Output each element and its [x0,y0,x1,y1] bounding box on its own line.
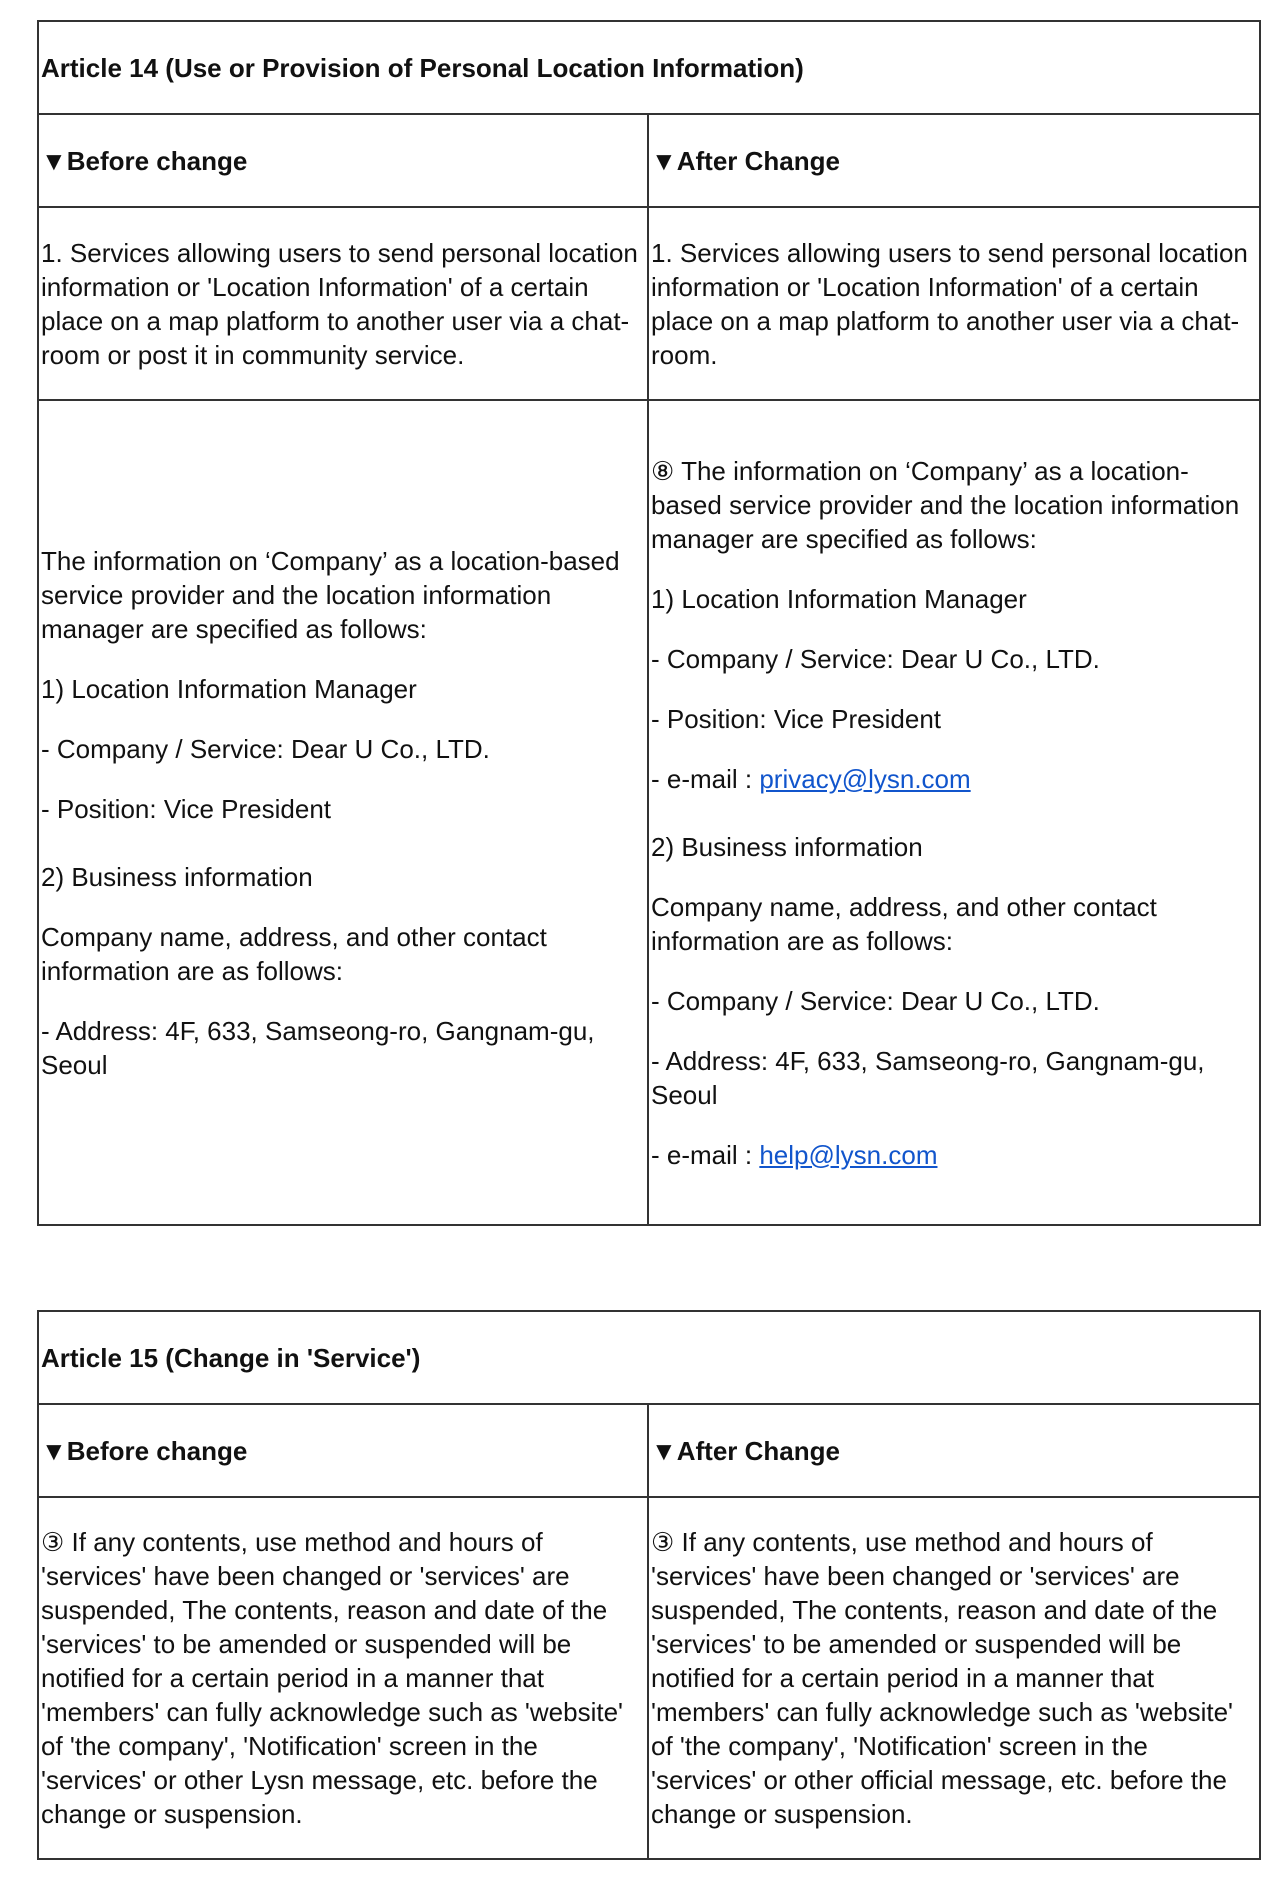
company-service: - Company / Service: Dear U Co., LTD. [651,643,1100,674]
before-change-header: ▼Before change [38,1404,648,1497]
article-15-table [37,1310,1261,1860]
article-15-row1-after: ③ If any contents, use method and hours of 'services' have been changed or 'services' are suspended, The contents, reason and date of the 'services' to be amended or suspended will be notified for a certain period in a manner that 'members' can fully acknowledge such as 'website' of 'the company', 'Notification' screen in the 'services' or other official message, etc. before the change or suspension. [648,1497,1260,1859]
provider-intro: The information on ‘Company’ as a location-based service provider and the location information manager are specified as follows: [41,545,620,644]
article-14-title: Article 14 (Use or Provision of Personal Location Information) [38,21,1260,114]
manager-heading: 1) Location Information Manager [651,583,1027,614]
company-service: - Company / Service: Dear U Co., LTD. [41,733,490,764]
business-heading: 2) Business information [41,861,313,892]
email-label: - e-mail : [651,763,760,794]
manager-heading: 1) Location Information Manager [41,673,417,704]
business-intro: Company name, address, and other contact information are as follows: [41,921,547,986]
provider-intro: ⑧ The information on ‘Company’ as a location-based service provider and the location information manager are specified as follows: [651,455,1240,554]
article-14-row2-before [38,400,648,1225]
after-change-header: ▼After Change [648,1404,1260,1497]
business-email-line [651,1138,1257,1172]
position: - Position: Vice President [651,703,941,734]
business-company-service: - Company / Service: Dear U Co., LTD. [651,985,1100,1016]
article-14-table [37,20,1261,1226]
position: - Position: Vice President [41,793,331,824]
address: - Address: 4F, 633, Samseong-ro, Gangnam-gu, Seoul [41,1015,595,1080]
privacy-email-link[interactable]: privacy@lysn.com [759,763,971,794]
email-label: - e-mail : [651,1139,760,1170]
business-heading: 2) Business information [651,831,923,862]
manager-email-line [651,762,1257,796]
before-change-header: ▼Before change [38,114,648,207]
address: - Address: 4F, 633, Samseong-ro, Gangnam-gu, Seoul [651,1045,1205,1110]
article-15-row1-before: ③ If any contents, use method and hours of 'services' have been changed or 'services' are suspended, The contents, reason and date of the 'services' to be amended or suspended will be notified for a certain period in a manner that 'members' can fully acknowledge such as 'website' of 'the company', 'Notification' screen in the 'services' or other Lysn message, etc. before the change or suspension. [38,1497,648,1859]
business-intro: Company name, address, and other contact information are as follows: [651,891,1157,956]
article-15-title: Article 15 (Change in 'Service') [38,1311,1260,1404]
help-email-link[interactable]: help@lysn.com [759,1139,938,1170]
article-14-row1-after: 1. Services allowing users to send personal location information or 'Location Information' of a certain place on a map platform to another user via a chat-room. [648,207,1260,400]
article-14-row1-before: 1. Services allowing users to send personal location information or 'Location Information' of a certain place on a map platform to another user via a chat-room or post it in community service. [38,207,648,400]
article-14-row2-after [648,400,1260,1225]
after-change-header: ▼After Change [648,114,1260,207]
